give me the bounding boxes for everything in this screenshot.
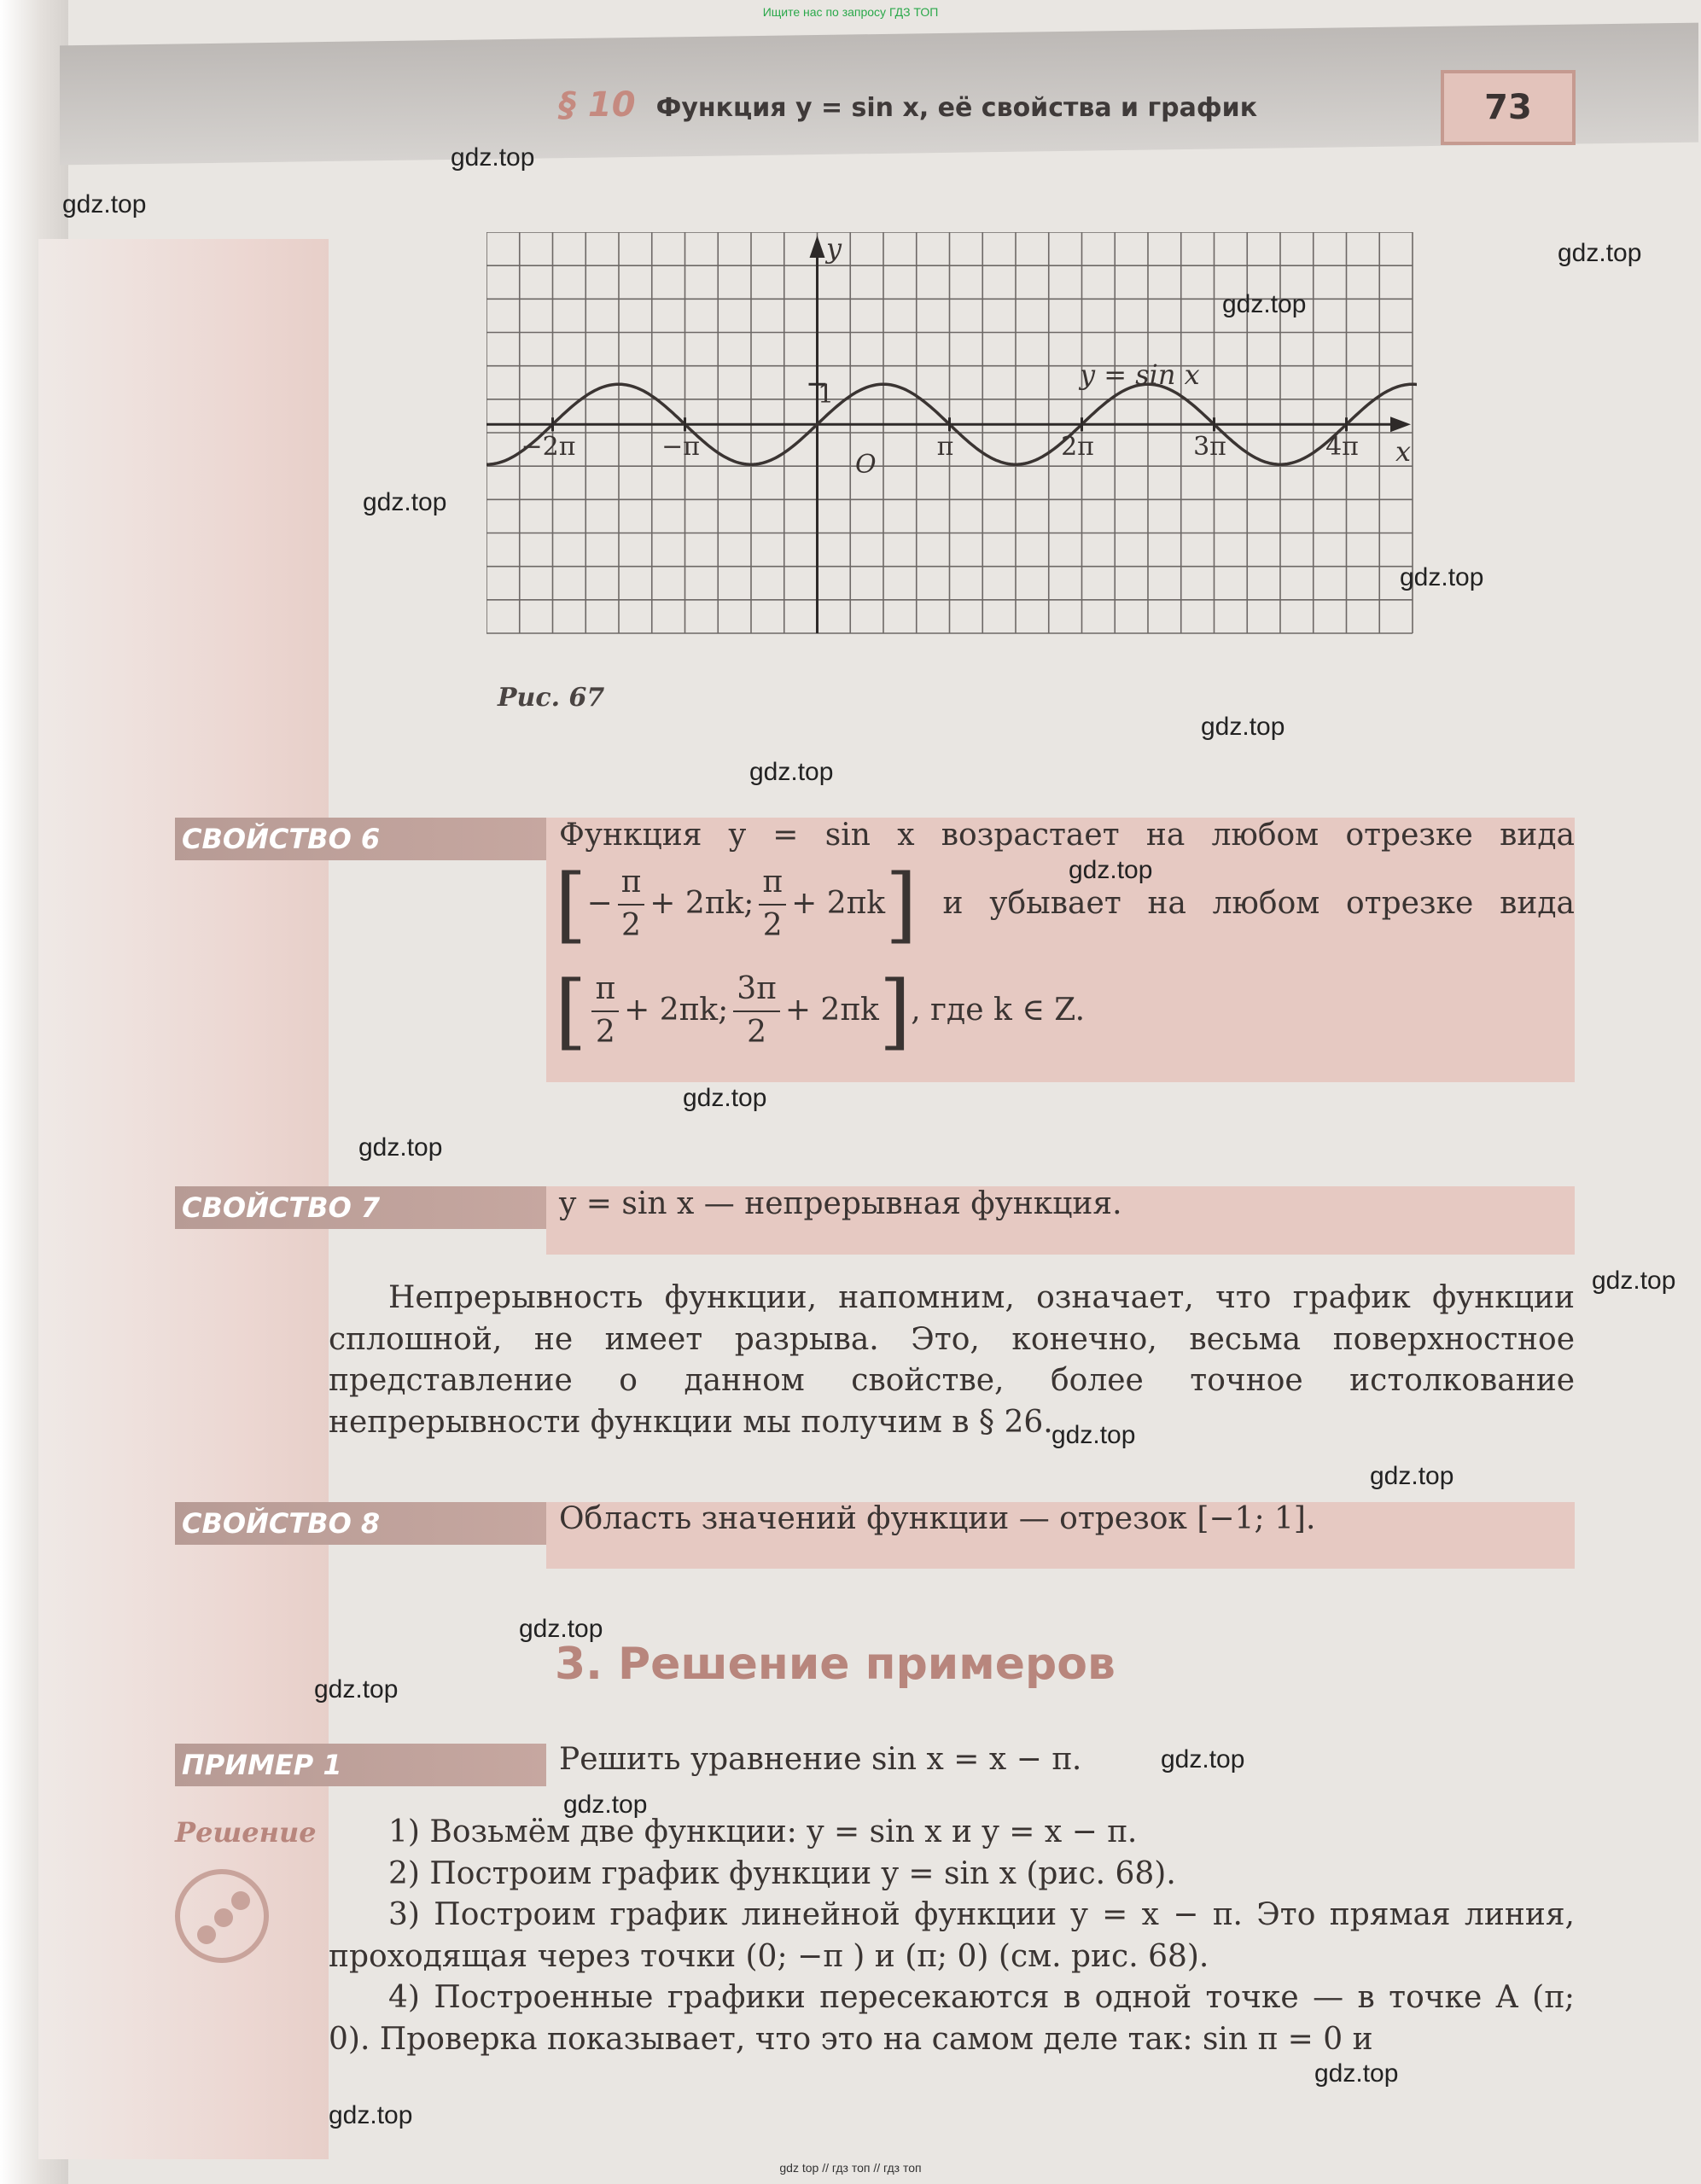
property-6-line2	[555, 856, 1575, 952]
watermark: gdz.top	[1370, 1462, 1454, 1490]
watermark: gdz.top	[1161, 1745, 1245, 1773]
header-title-text: Функция y = sin x, её свойства и график	[655, 93, 1258, 123]
watermark: gdz.top	[519, 1615, 603, 1643]
property-8-label: СВОЙСТВО 8	[175, 1502, 546, 1545]
watermark: gdz.top	[451, 143, 535, 172]
icon-dot	[231, 1891, 250, 1910]
icon-dot	[214, 1908, 233, 1927]
k-in-z: , где k ∈ Z.	[911, 993, 1086, 1028]
property-7-label: СВОЙСТВО 7	[175, 1186, 546, 1229]
property-7-text: y = sin x — непрерывная функция.	[559, 1186, 1122, 1221]
watermark: gdz.top	[1558, 239, 1642, 267]
solution-step: 3) Построим график линейной функции y = x − π. Это прямая линия, проходящая через точки (0; −π ) и (π; 0) (см. рис. 68).	[329, 1897, 1575, 1974]
bracket-open-2: [	[555, 963, 587, 1059]
solution-label: Решение	[175, 1816, 317, 1849]
property-6-decreasing-text: и убывает на любом отрезке вида	[942, 886, 1575, 922]
bottom-note: gdz top // гдз топ // гдз топ	[779, 2161, 922, 2175]
term-2pik-2: + 2πk;	[624, 993, 729, 1028]
term-2pik-end-2: + 2πk	[784, 993, 879, 1028]
section-number: § 10	[559, 85, 636, 125]
x-tick-label: −2π	[521, 432, 576, 463]
x-tick-label: −π	[661, 432, 700, 463]
property-6-line3	[555, 963, 1086, 1059]
watermark: gdz.top	[1201, 713, 1285, 741]
x-axis-arrow	[1390, 416, 1411, 432]
fraction-pi-2c: $\frac{\pi}{2}$	[591, 969, 619, 1053]
watermark: gdz.top	[563, 1791, 648, 1819]
y-tick-label: 1	[818, 380, 835, 410]
figure-caption: Рис. 67	[498, 683, 605, 713]
bracket-close-2: ]	[878, 963, 912, 1059]
term-2pik: + 2πk;	[650, 886, 754, 922]
watermark: gdz.top	[358, 1133, 443, 1162]
watermark: gdz.top	[329, 2101, 413, 2129]
icon-dot	[197, 1925, 216, 1944]
watermark: gdz.top	[1069, 856, 1153, 884]
property-8-text: Область значений функции — отрезок [−1; 1].	[559, 1501, 1316, 1536]
watermark: gdz.top	[1314, 2059, 1399, 2088]
origin-label: O	[855, 450, 877, 480]
property-6-line1: Функция y = sin x возрастает на любом отрезке вида	[559, 818, 1575, 853]
bracket-close: ]	[885, 856, 917, 952]
solution-icon	[175, 1869, 269, 1963]
solution-step: 4) Построенные графики пересекаются в одной точке — в точке A (π; 0). Проверка показывает, что это на самом деле так: sin π = 0 и	[329, 1980, 1575, 2057]
solution-step: 2) Построим график функции y = sin x (рис. 68).	[388, 1855, 1176, 1891]
x-tick-label: π	[936, 432, 954, 463]
solution-steps	[329, 1812, 1575, 2061]
watermark: gdz.top	[683, 1084, 767, 1112]
watermark: gdz.top	[1051, 1421, 1136, 1449]
x-tick-label: 3π	[1193, 432, 1226, 463]
minus-sign: −	[586, 886, 613, 922]
continuity-paragraph: Непрерывность функции, напомним, означает, что график функции сплошной, не имеет разрыва. Это, конечно, весьма поверхностное представление о данном свойстве, более точное истолкование непрерывности функции мы получим в § 26.	[329, 1280, 1575, 1440]
example-1-label: ПРИМЕР 1	[175, 1744, 546, 1786]
watermark: gdz.top	[314, 1675, 399, 1704]
watermark: gdz.top	[62, 190, 147, 218]
watermark: gdz.top	[1592, 1267, 1676, 1295]
property-6-label: СВОЙСТВО 6	[175, 818, 546, 860]
header-title	[559, 85, 1257, 125]
fraction-pi-2b: $\frac{\pi}{2}$	[759, 862, 786, 946]
section-title: 3. Решение примеров	[555, 1639, 1116, 1690]
x-tick-label: 4π	[1325, 432, 1359, 463]
top-note: Ищите нас по запросу ГДЗ ТОП	[762, 5, 939, 19]
x-tick-label: 2π	[1061, 432, 1094, 463]
watermark: gdz.top	[363, 488, 447, 516]
fraction-pi-2: $\frac{\pi}{2}$	[618, 862, 645, 946]
term-2pik-end: + 2πk	[791, 886, 886, 922]
y-axis-label: y	[826, 232, 842, 265]
page-number: 73	[1441, 70, 1576, 145]
bracket-open: [	[555, 856, 587, 952]
x-axis-label: x	[1395, 435, 1412, 468]
watermark: gdz.top	[1400, 563, 1484, 591]
example-1-text: Решить уравнение sin x = x − π.	[559, 1742, 1082, 1777]
fraction-3pi-2: $\frac{3\pi}{2}$	[733, 969, 780, 1053]
watermark: gdz.top	[749, 758, 834, 786]
solution-step: 1) Возьмём две функции: y = sin x и y = x − π.	[388, 1814, 1138, 1849]
watermark: gdz.top	[1222, 290, 1307, 318]
curve-label: y = sin x	[1080, 358, 1200, 391]
y-axis-arrow	[810, 236, 825, 258]
